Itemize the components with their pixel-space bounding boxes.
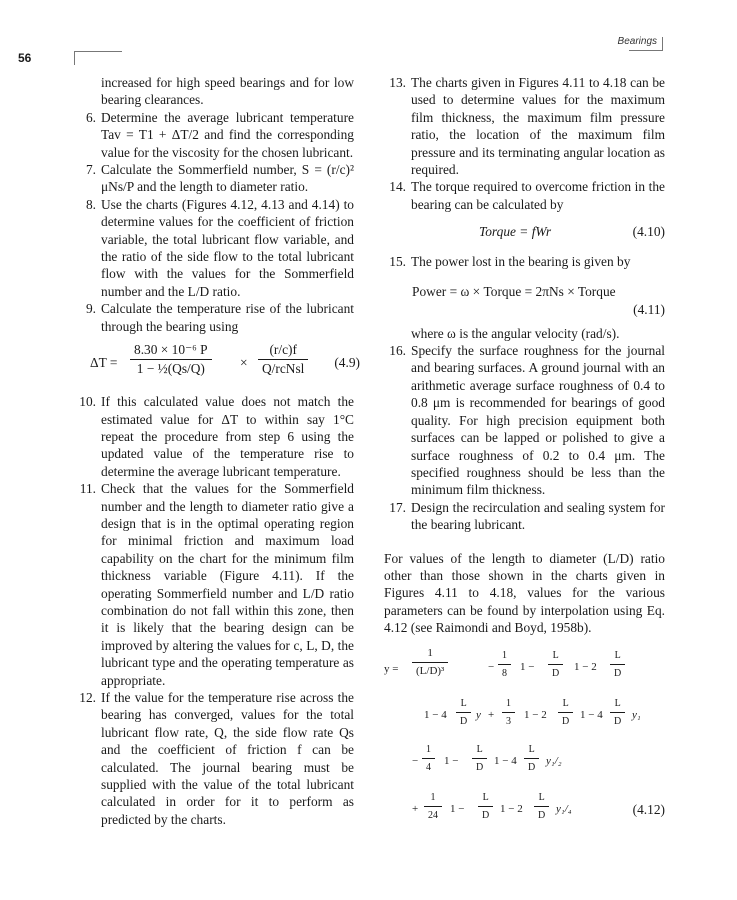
header-rule-left [74,51,122,65]
list-item: 9. Calculate the temperature rise of the lubricant through the bearing using [85,301,354,334]
header-rule-right [629,37,663,51]
interpolation-paragraph: For values of the length to diameter (L/D) ratio other than those shown in the charts given in Figures 4.11 to 4.18, values for the various parameters can be found by interpolation using Eq. 4.12 (see Raimondi and Boyd, 1958b). [384,550,665,636]
equation-4-9: ΔT = $\frac{\text{8.30 × 10⁻⁶ P}}{\text{1 − ½(Qs/Q)}}$ × (r/c)f Q/rcNsl (4.9) [90,342,360,376]
running-title: Bearings [617,36,657,47]
equation-4-11: Power = ω × Torque = 2πNs × Torque (4.11) [412,283,665,317]
right-column [384,74,665,835]
list-item: 8. Use the charts (Figures 4.12, 4.13 and 4.14) to determine values for the coefficient of friction variable, the total lubricant flow variable, and the ratio of the side flow to the total lubricant flow with the values for the Sommerfield number and the L/D ratio. [85,196,354,299]
list-item: 13. The charts given in Figures 4.11 to 4.18 can be used to determine values for the maximum film thickness, the maximum film pressure ratio, the location of the maximum film pressure and its terminating angular location as required. [389,75,665,178]
equation-4-12: y = $\frac{1}{\text{(L/D)³}}$ − $\frac{1}{8}$ 1 − $\frac{L}{D}$ 1 − 2 $\frac{L}{D}$ 1 − 4 $\frac{L}{D}$ y + $\frac{1}{3}$ 1 − 2 $\frac{L}{D}$ 1 − 4 $\frac{L}{D}$ y₁ − $\frac{1}{4}$ 1 − $\frac{L}{D}$ 1 − 4 $\frac{L}{D}$ y₁/₂ + $\frac{1}{24}$ 1 − $\frac{L}{D}$ 1 − 2 $\frac{L}{D}$ y₁/₄ (4.12) [384,646,665,821]
list-item: 11. Check that the values for the Sommerfield number and the length to diameter ratio give a design that is in the optimal operating region for minimal friction and maximum load capability on the chart for the minimum film thickness variable (Figure 4.11). If the operating Sommerfield number and L/D ratio combination do not fall within this zone, then it is likely that the bearing design can be improved by altering the values for c, L, D, the lubricant type and the operating temperature as appropriate. [79,481,354,688]
where-text: where ω is the angular velocity (rad/s). [411,325,620,341]
page-number: 56 [18,51,32,65]
equation-4-10: Torque = fWr (4.10) [479,224,665,240]
list-item: 12. If the value for the temperature rise across the bearing has converged, values for the total lubricant flow rate, Q, the side flow rate Qs and the coefficient of friction f can be calculated. The journal bearing must be supplied with the value of the total lubricant calculated in order for it to perform as predicted by the charts. [79,690,354,827]
list-item: 6. Determine the average lubricant temperature Tav = T1 + ΔT/2 and find the corresponding value for the viscosity for the chosen lubricant. [85,109,354,160]
list-item: 10. If this calculated value does not match the estimated value for ΔT to within say 1°C repeat the procedure from step 6 using the updated value of the temperature rise to determine the average lubricant temperature. [79,394,354,479]
list-item: 17. Design the recirculation and sealing system for the bearing lubricant. [389,499,665,533]
list-item: 7. Calculate the Sommerfield number, S = (r/c)² μNs/P and the length to diameter ratio. [85,162,354,195]
continued-text: increased for high speed bearings and for low bearing clearances. [101,75,354,108]
list-item: 15. The power lost in the bearing is given by [389,254,631,270]
list-item: 16. Specify the surface roughness for the journal and bearing surfaces. A ground journal with an arithmetic average surface roughness of 0.4 to 0.8 μm is recommended for bearings of good quality. For high precision equipment both surfaces can be lapped or polished to give a surface roughness of 0.2 to 0.4 μm. The specified roughness should be less than the minimum film thickness. [389,343,665,498]
list-item: 14. The torque required to overcome friction in the bearing can be calculated by [389,179,665,212]
left-column [74,74,360,828]
list-item [74,74,354,109]
